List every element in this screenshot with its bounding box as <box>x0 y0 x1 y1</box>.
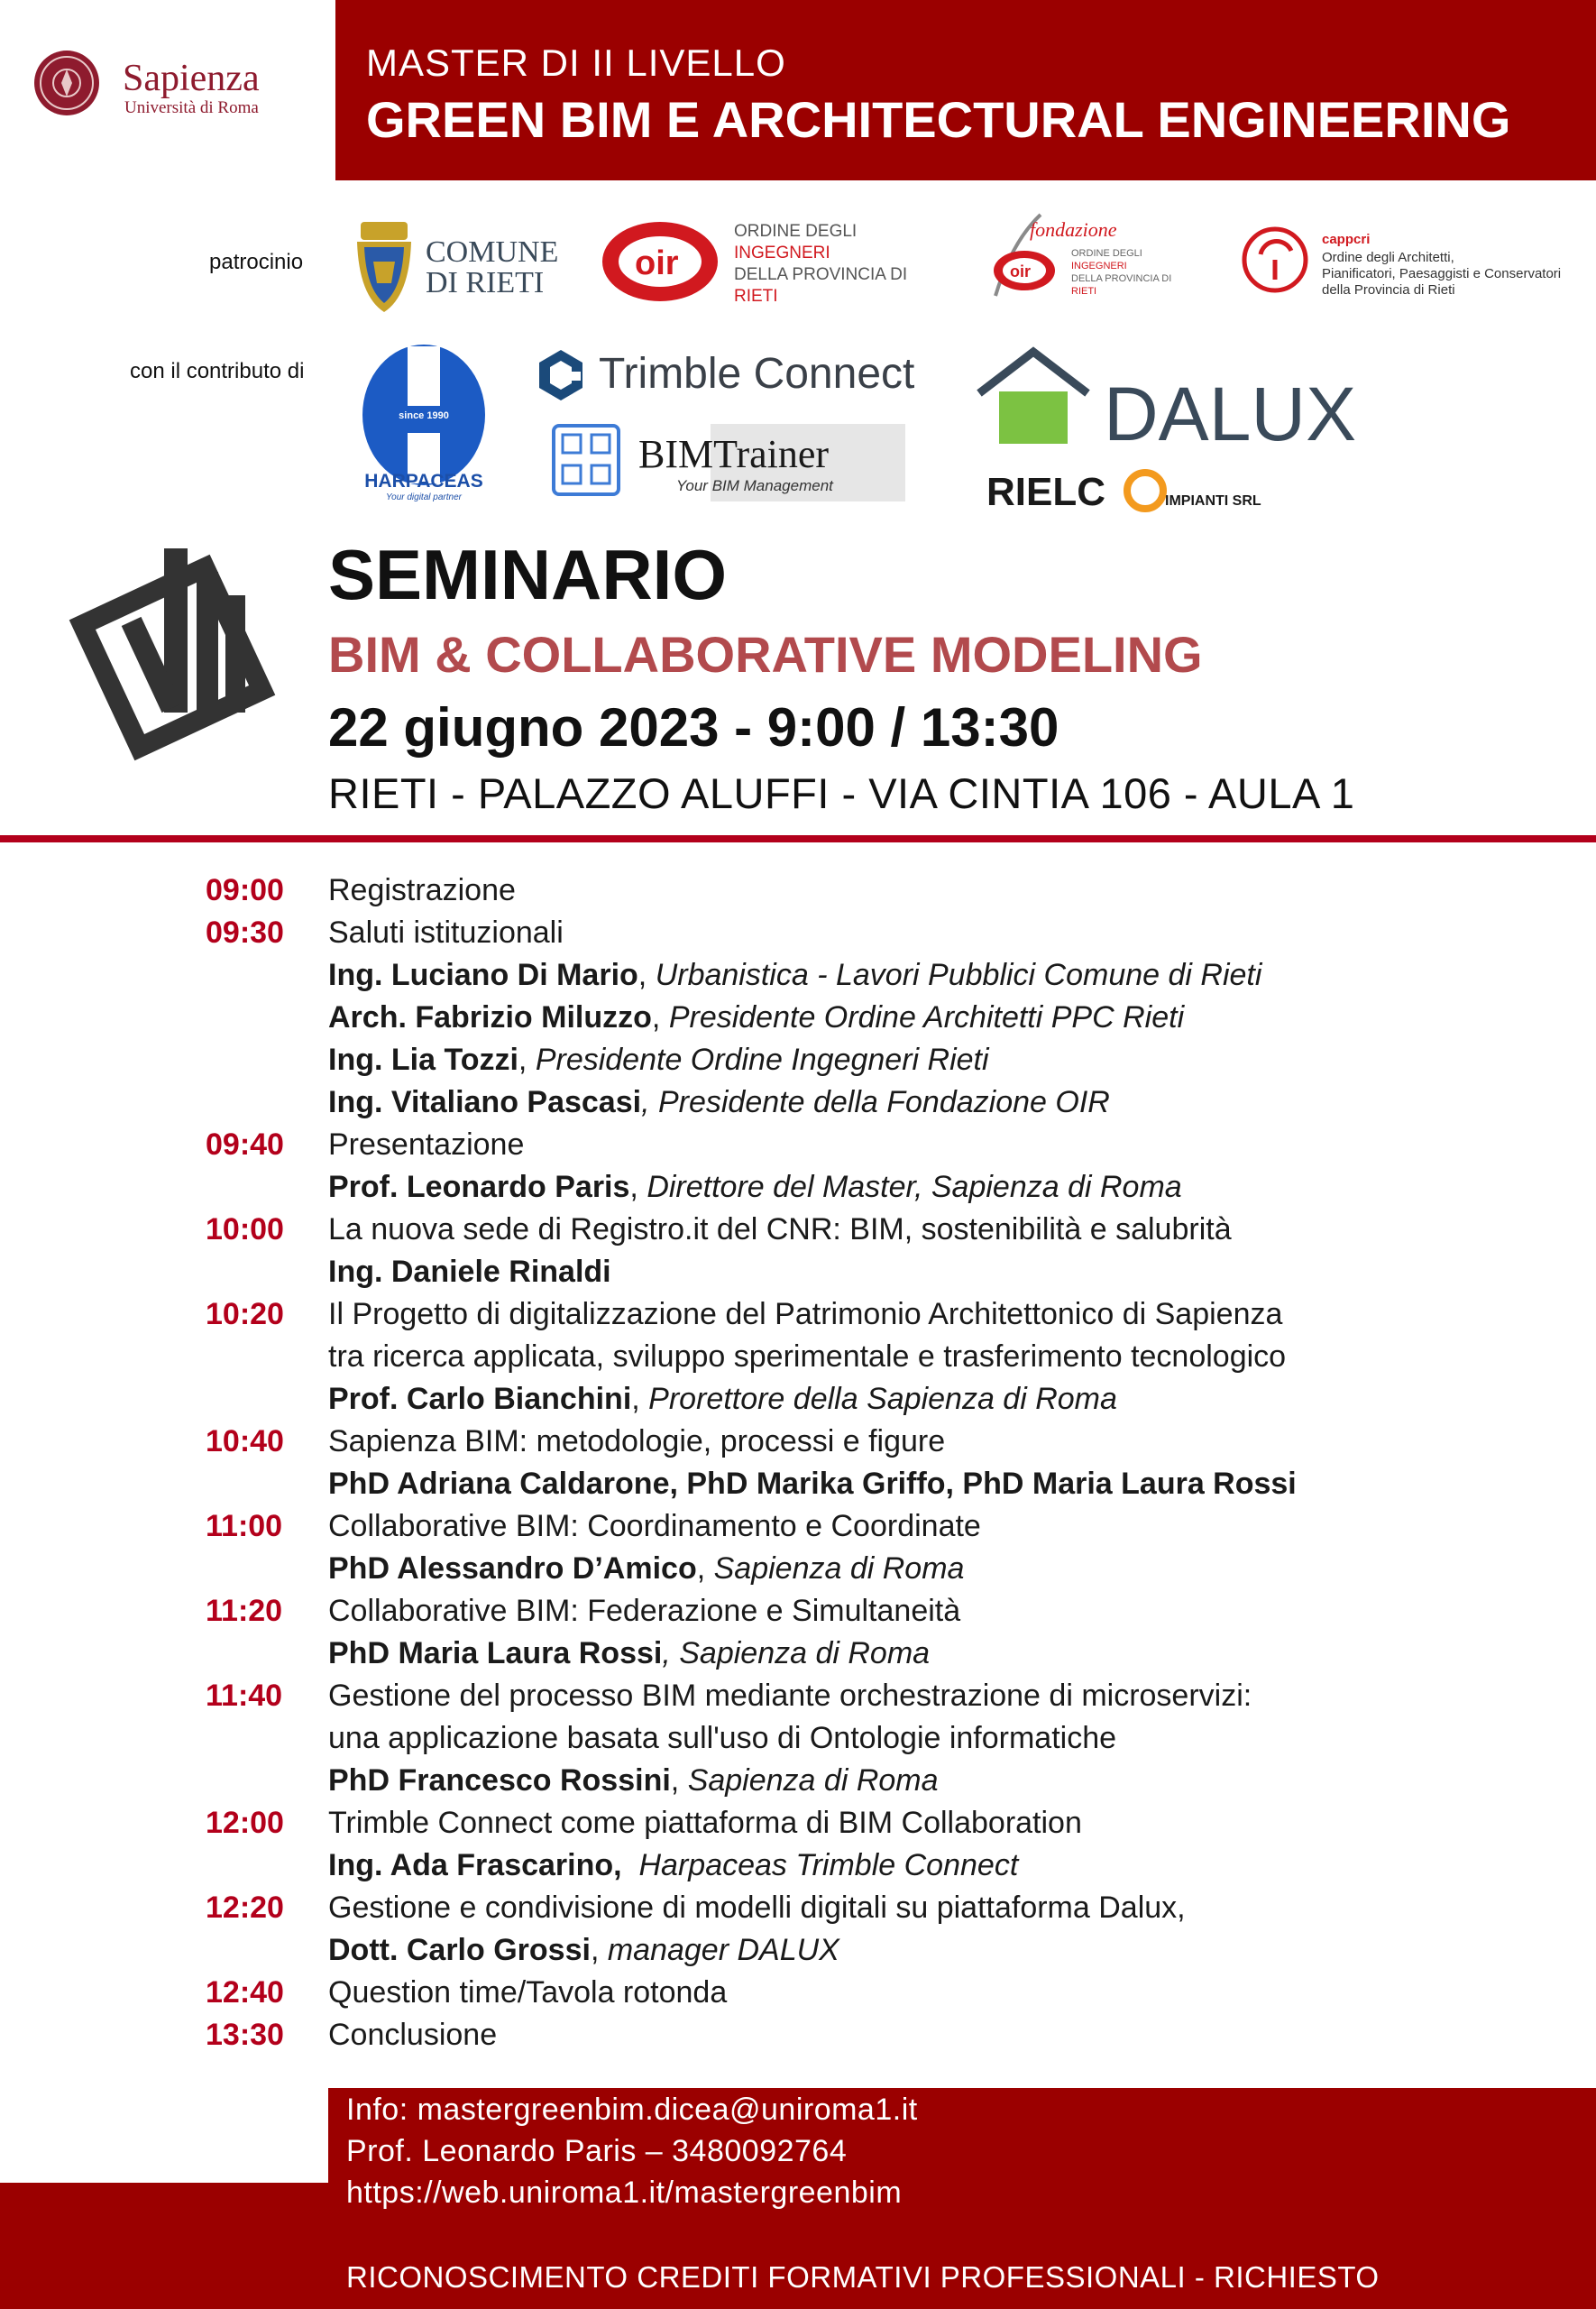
speaker-name: Ing. Ada Frascarino, <box>328 1848 622 1882</box>
speaker-name: PhD Francesco Rossini <box>328 1763 671 1798</box>
harpaceas-logo <box>357 343 492 505</box>
rielco-name: RIELC <box>986 470 1105 514</box>
cappcri-logo <box>1239 224 1591 305</box>
oir-line4: RIETI <box>734 287 778 306</box>
program-item: Gestione del processo BIM mediante orchestrazione di microservizi: <box>328 1679 1252 1713</box>
rielco-suffix: IMPIANTI SRL <box>1165 493 1261 509</box>
cappcri-line1: Ordine degli Architetti, <box>1322 250 1454 265</box>
program-item: , <box>670 1763 688 1798</box>
program-time: 11:00 <box>206 1509 283 1543</box>
program-text <box>328 1505 981 1548</box>
credits-note: RICONOSCIMENTO CREDITI FORMATIVI PROFESSIONALI - RICHIESTO <box>346 2260 1380 2294</box>
program-item: Sapienza BIM: metodologie, processi e figure <box>328 1424 946 1458</box>
speaker-role: Sapienza di Roma <box>713 1551 965 1586</box>
fondazione-oir-logo <box>959 206 1194 307</box>
speaker-role: , Presidente della Fondazione OIR <box>641 1085 1110 1119</box>
program-item: Saluti istituzionali <box>328 915 564 950</box>
program-row <box>0 954 1596 997</box>
program-text <box>328 1929 839 1972</box>
program-text <box>328 1378 1117 1421</box>
trimble-connect-logo <box>539 345 936 406</box>
program-row <box>0 1124 1596 1166</box>
oir-badge: oir <box>635 244 679 282</box>
speaker-role: Harpaceas Trimble Connect <box>638 1848 1019 1882</box>
seminar-title: SEMINARIO <box>328 535 728 614</box>
program-row <box>0 1929 1596 1972</box>
program-text <box>328 1844 1018 1887</box>
program-row <box>0 912 1596 954</box>
oir-line3: DELLA PROVINCIA DI <box>734 265 908 284</box>
program-row <box>0 1293 1596 1336</box>
speaker-name: Dott. Carlo Grossi <box>328 1933 591 1967</box>
fondazione-badge: oir <box>1010 262 1032 281</box>
sapienza-logo <box>25 34 314 133</box>
speaker-role: Sapienza di Roma <box>687 1763 939 1798</box>
seminar-venue: RIETI - PALAZZO ALUFFI - VIA CINTIA 106 - AULA 1 <box>328 769 1355 817</box>
dalux-name: DALUX <box>1104 372 1357 456</box>
program-item: tra ricerca applicata, sviluppo sperimentale e trasferimento tecnologico <box>328 1339 1287 1374</box>
bimtrainer-name: BIMTrainer <box>638 432 830 476</box>
program-row <box>0 1633 1596 1675</box>
speaker-role: Urbanistica - Lavori Pubblici Comune di Rieti <box>655 958 1262 992</box>
program-time: 12:20 <box>206 1890 284 1925</box>
master-title: GREEN BIM E ARCHITECTURAL ENGINEERING <box>366 91 1511 148</box>
speaker-name: Arch. Fabrizio Miluzzo <box>328 1000 652 1035</box>
header-band <box>335 0 1596 180</box>
program-text <box>328 1421 945 1463</box>
patrocinio-label: patrocinio <box>209 250 304 274</box>
cappcri-line2: Pianificatori, Paesaggisti e Conservatori <box>1322 266 1562 281</box>
program-item: Il Progetto di digitalizzazione del Patrimonio Architettonico di Sapienza <box>328 1297 1283 1331</box>
program-item: Trimble Connect come piattaforma di BIM Collaboration <box>328 1806 1082 1840</box>
comune-line1: COMUNE <box>426 235 559 269</box>
program-time: 11:20 <box>206 1594 283 1628</box>
program-time: 11:40 <box>206 1679 283 1713</box>
speaker-name: PhD Alessandro D’Amico <box>328 1551 697 1586</box>
program-row <box>0 1505 1596 1548</box>
program-item: una applicazione basata sull'uso di Ontologie informatiche <box>328 1721 1117 1755</box>
program-text <box>328 1293 1282 1336</box>
speaker-name: Prof. Leonardo Paris <box>328 1170 630 1204</box>
program-text <box>328 2014 497 2056</box>
trimble-name: Trimble Connect <box>599 350 915 398</box>
program-text <box>328 869 516 912</box>
program-text <box>328 1675 1252 1717</box>
program-row <box>0 1421 1596 1463</box>
speaker-name: Ing. Vitaliano Pascasi <box>328 1085 642 1119</box>
program-row <box>0 1039 1596 1081</box>
program-text <box>328 1124 524 1166</box>
program-time: 12:40 <box>206 1975 284 2010</box>
program-text <box>328 1251 611 1293</box>
program-text <box>328 1039 989 1081</box>
program-row <box>0 1166 1596 1209</box>
program-time: 13:30 <box>206 2018 284 2052</box>
program-text <box>328 1209 1232 1251</box>
program-item: , <box>631 1382 649 1416</box>
program-item: La nuova sede di Registro.it del CNR: BIM, sostenibilità e salubrità <box>328 1212 1232 1246</box>
program-item: Presentazione <box>328 1127 525 1162</box>
speaker-name: PhD Maria Laura Rossi <box>328 1636 663 1670</box>
speaker-name: Ing. Daniele Rinaldi <box>328 1255 611 1289</box>
program-item: , <box>696 1551 714 1586</box>
info-contact: Prof. Leonardo Paris – 3480092764 <box>346 2134 848 2168</box>
program-list <box>0 869 1596 2056</box>
speaker-role: Presidente Ordine Architetti PPC Rieti <box>668 1000 1185 1035</box>
program-row <box>0 1844 1596 1887</box>
contributo-label: con il contributo di <box>130 359 305 383</box>
program-item: , <box>590 1933 608 1967</box>
program-item: , <box>518 1043 536 1077</box>
program-row <box>0 1760 1596 1802</box>
program-text <box>328 1972 727 2014</box>
speaker-role: Prorettore della Sapienza di Roma <box>648 1382 1117 1416</box>
cappcri-line3: della Provincia di Rieti <box>1322 282 1455 298</box>
program-time: 12:00 <box>206 1806 284 1840</box>
university-sub: Università di Roma <box>124 98 259 117</box>
program-text <box>328 1802 1082 1844</box>
program-item: Conclusione <box>328 2018 498 2052</box>
oir-logo <box>601 215 934 314</box>
comune-rieti-logo <box>348 206 564 321</box>
program-text <box>328 1590 960 1633</box>
info-email: Info: mastergreenbim.dicea@uniroma1.it <box>346 2093 918 2127</box>
program-item: Collaborative BIM: Coordinamento e Coordinate <box>328 1509 981 1543</box>
program-item: , <box>629 1170 647 1204</box>
speaker-name: Ing. Luciano Di Mario <box>328 958 638 992</box>
program-row <box>0 1209 1596 1251</box>
program-row <box>0 1336 1596 1378</box>
program-text <box>328 1166 1182 1209</box>
program-row <box>0 1887 1596 1929</box>
harpaceas-since: since 1990 <box>399 410 449 421</box>
program-row <box>0 1463 1596 1505</box>
comune-line2: DI RIETI <box>426 266 545 299</box>
program-text <box>328 1760 939 1802</box>
info-url: https://web.uniroma1.it/mastergreenbim <box>346 2176 903 2210</box>
program-row <box>0 1251 1596 1293</box>
speaker-name: Prof. Carlo Bianchini <box>328 1382 632 1416</box>
program-time: 09:40 <box>206 1127 284 1162</box>
program-time: 10:40 <box>206 1424 284 1458</box>
program-row <box>0 1548 1596 1590</box>
section-divider <box>0 835 1596 842</box>
program-item: Gestione e condivisione di modelli digitali su piattaforma Dalux, <box>328 1890 1186 1925</box>
program-text <box>328 954 1261 997</box>
program-item: Collaborative BIM: Federazione e Simultaneità <box>328 1594 961 1628</box>
rielco-logo <box>986 460 1311 518</box>
bimtrainer-tagline: Your BIM Management <box>676 477 833 494</box>
program-row <box>0 997 1596 1039</box>
program-text <box>328 1887 1186 1929</box>
fondazione-line3: DELLA PROVINCIA DI <box>1071 273 1172 284</box>
fondazione-line1: ORDINE DEGLI <box>1071 248 1142 259</box>
program-item: Question time/Tavola rotonda <box>328 1975 728 2010</box>
speaker-name: Ing. Lia Tozzi <box>328 1043 518 1077</box>
speaker-role: , Sapienza di Roma <box>662 1636 931 1670</box>
program-text <box>328 997 1184 1039</box>
program-row <box>0 869 1596 912</box>
program-text <box>328 1717 1116 1760</box>
oir-line2: INGEGNERI <box>734 244 830 262</box>
master-emblem-icon <box>78 545 278 754</box>
program-row <box>0 1081 1596 1124</box>
program-time: 10:20 <box>206 1297 284 1331</box>
master-level: MASTER DI II LIVELLO <box>366 41 786 84</box>
speaker-role: Presidente Ordine Ingegneri Rieti <box>535 1043 989 1077</box>
fondazione-line2: INGEGNERI <box>1071 261 1127 271</box>
program-time: 09:30 <box>206 915 284 950</box>
cappcri-name: cappcri <box>1322 232 1371 247</box>
program-text <box>328 1463 1297 1505</box>
program-item: , <box>651 1000 669 1035</box>
seminar-subtitle: BIM & COLLABORATIVE MODELING <box>328 626 1203 683</box>
university-name: Sapienza <box>123 58 260 99</box>
program-text <box>328 912 564 954</box>
program-row <box>0 1675 1596 1717</box>
bimtrainer-logo <box>550 419 905 501</box>
program-row <box>0 2014 1596 2056</box>
dalux-logo <box>979 348 1357 456</box>
program-row <box>0 1590 1596 1633</box>
oir-line1: ORDINE DEGLI <box>734 222 858 241</box>
program-row <box>0 1378 1596 1421</box>
program-text <box>328 1633 930 1675</box>
program-row <box>0 1972 1596 2014</box>
program-time: 10:00 <box>206 1212 284 1246</box>
fondazione-script: fondazione <box>1030 218 1117 241</box>
program-item: , <box>637 958 656 992</box>
harpaceas-tagline: Your digital partner <box>386 492 462 502</box>
speaker-role: manager DALUX <box>607 1933 839 1967</box>
speaker-role: Direttore del Master, Sapienza di Roma <box>647 1170 1182 1204</box>
seminar-date: 22 giugno 2023 - 9:00 / 13:30 <box>328 697 1059 758</box>
program-item <box>622 1848 639 1882</box>
program-item: Registrazione <box>328 873 516 907</box>
speaker-name: PhD Adriana Caldarone, PhD Marika Griffo, PhD Maria Laura Rossi <box>328 1467 1297 1501</box>
program-time: 09:00 <box>206 873 284 907</box>
program-text <box>328 1081 1110 1124</box>
program-text <box>328 1336 1286 1378</box>
harpaceas-name: HARPACEAS <box>364 471 483 492</box>
program-row <box>0 1802 1596 1844</box>
program-text <box>328 1548 964 1590</box>
program-row <box>0 1717 1596 1760</box>
fondazione-line4: RIETI <box>1071 286 1097 297</box>
